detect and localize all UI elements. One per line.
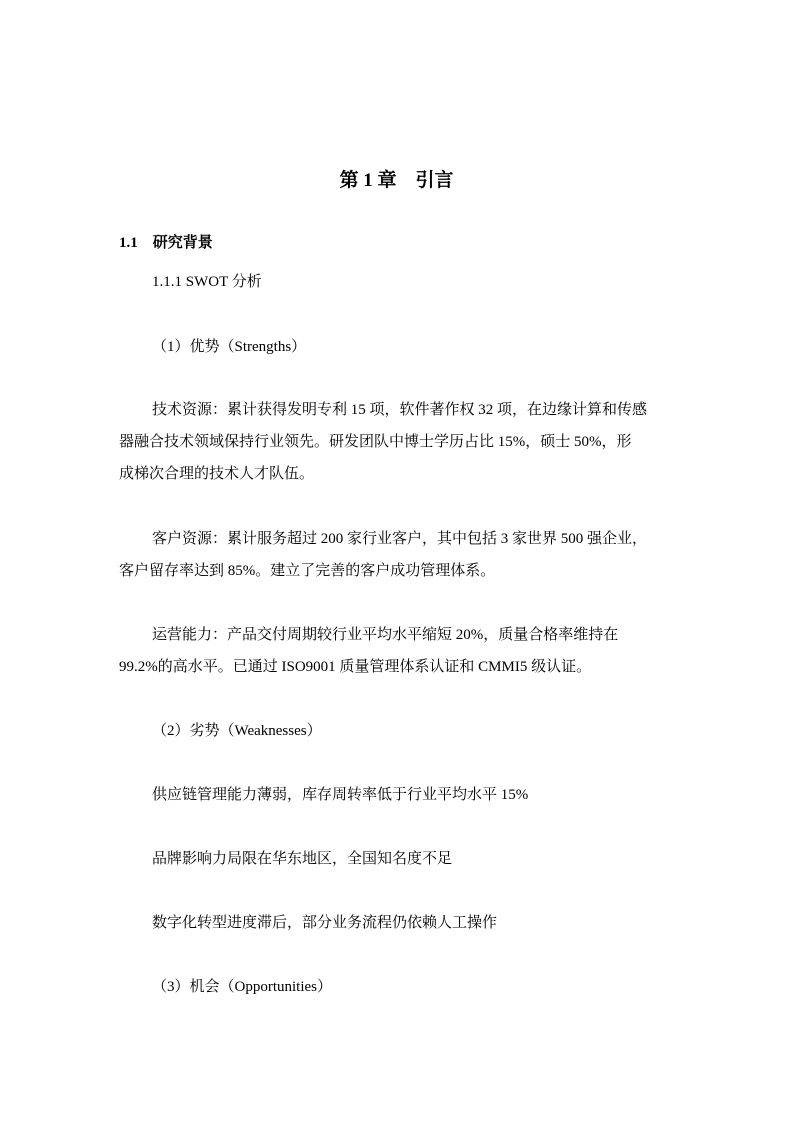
paragraph-line: 器融合技术领域保持行业领先。研发团队中博士学历占比 15%，硕士 50%，形 (119, 434, 632, 450)
paragraph-line: 运营能力：产品交付周期较行业平均水平缩短 20%，质量合格率维持在 (152, 627, 619, 643)
subsection-title: 1.1.1 SWOT 分析 (152, 274, 262, 290)
weakness-item: 数字化转型进度滞后，部分业务流程仍依赖人工操作 (152, 915, 498, 931)
weaknesses-heading: （2）劣势（Weaknesses） (152, 723, 322, 739)
chapter-title: 第 1 章 引言 (339, 170, 454, 191)
paragraph-line: 99.2%的高水平。已通过 ISO9001 质量管理体系认证和 CMMI5 级认证。 (119, 659, 592, 675)
opportunities-heading: （3）机会（Opportunities） (152, 979, 332, 995)
paragraph-line: 客户资源：累计服务超过 200 家行业客户，其中包括 3 家世界 500 强企业， (152, 531, 648, 547)
weakness-item: 品牌影响力局限在华东地区，全国知名度不足 (152, 851, 453, 867)
strengths-heading: （1）优势（Strengths） (152, 339, 307, 355)
weakness-item: 供应链管理能力薄弱，库存周转率低于行业平均水平 15% (152, 787, 529, 803)
paragraph-line: 技术资源：累计获得发明专利 15 项，软件著作权 32 项，在边缘计算和传感 (152, 402, 648, 418)
paragraph-line: 客户留存率达到 85%。建立了完善的客户成功管理体系。 (119, 563, 496, 579)
paragraph-line: 成梯次合理的技术人才队伍。 (119, 466, 315, 482)
section-title: 1.1 研究背景 (119, 235, 213, 251)
